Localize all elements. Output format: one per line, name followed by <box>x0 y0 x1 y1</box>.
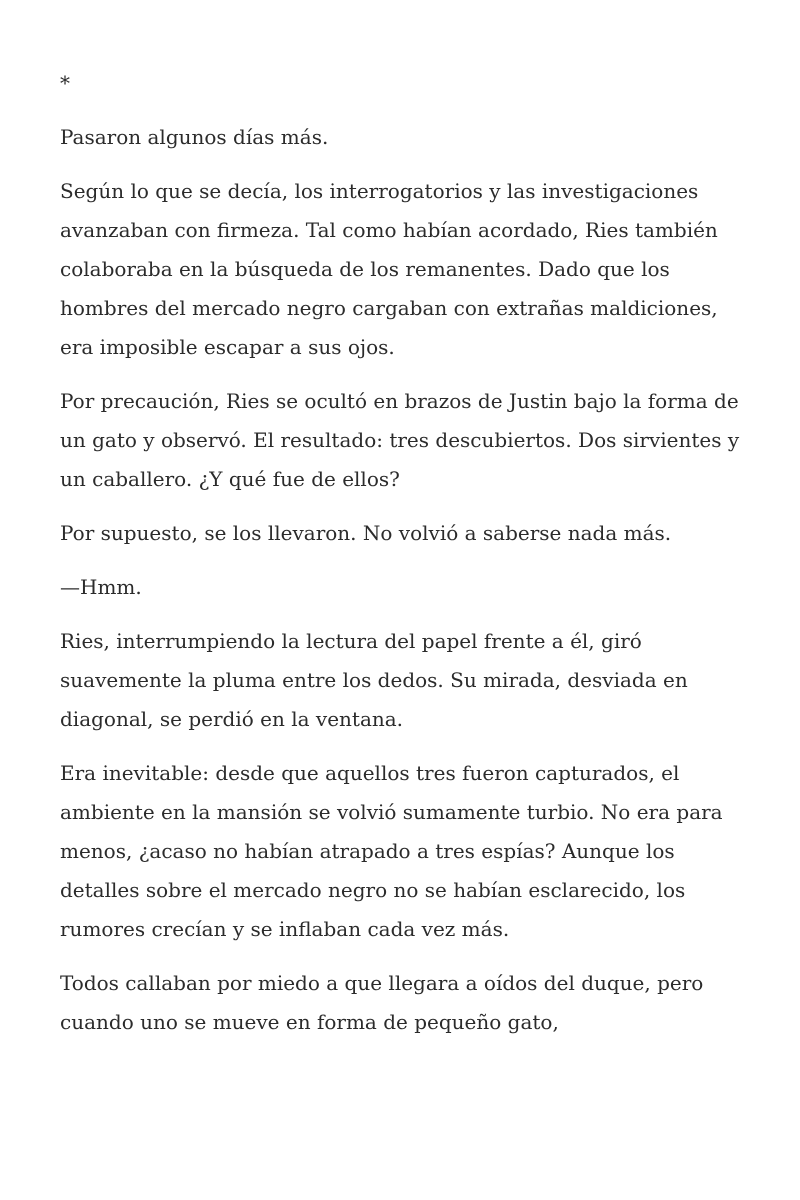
section-separator: * <box>60 71 70 95</box>
paragraph: Ries, interrumpiendo la lectura del papel frente a él, giró suavemente la pluma entre los dedos. Su mirada, desviada en diagonal, se perdió en la ventana. <box>60 629 688 731</box>
paragraph: Por supuesto, se los llevaron. No volvió a saberse nada más. <box>60 521 672 545</box>
paragraph: Por precaución, Ries se ocultó en brazos de Justin bajo la forma de un gato y observó. El resultado: tres descubiertos. Dos sirvientes y un caballero. ¿Y qué fue de ellos? <box>60 389 740 491</box>
dialogue-line: —Hmm. <box>60 575 142 599</box>
paragraph: Todos callaban por miedo a que llegara a oídos del duque, pero cuando uno se mueve en forma de pequeño gato, <box>60 971 704 1034</box>
paragraph: Era inevitable: desde que aquellos tres fueron capturados, el ambiente en la mansión se volvió sumamente turbio. No era para menos, ¿acaso no habían atrapado a tres espías? Aunque los detalles sobre el mercado negro no se habían esclarecido, los rumores crecían y se inflaban cada vez más. <box>60 761 723 941</box>
paragraph: Pasaron algunos días más. <box>60 125 329 149</box>
paragraph: Según lo que se decía, los interrogatorios y las investigaciones avanzaban con firmeza. Tal como habían acordado, Ries también colaboraba en la búsqueda de los remanentes. Dado que los hombres del mercado negro cargaban con extrañas maldiciones, era imposible escapar a sus ojos. <box>60 179 718 359</box>
